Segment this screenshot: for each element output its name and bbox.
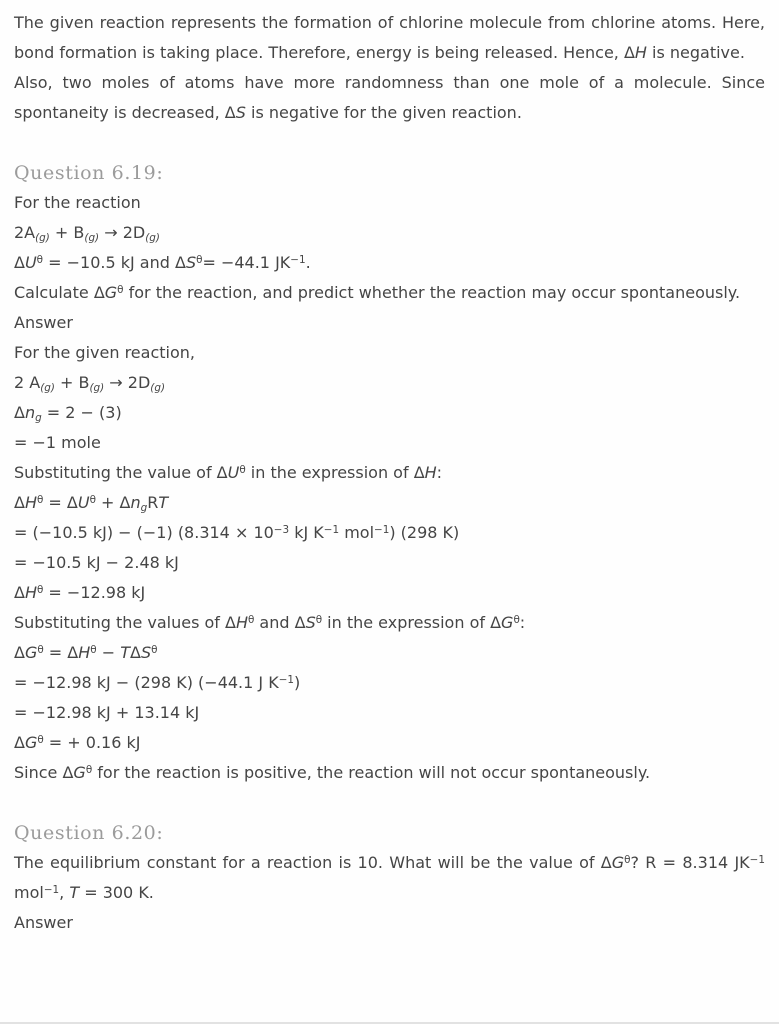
equation-dg-step2: = −12.98 kJ + 13.14 kJ xyxy=(14,703,200,722)
para-618-enthalpy-explanation: The given reaction represents the formation of chlorine molecule from chlorine atoms. Here, bond formation is taking place. Therefore, energy is being released. Hence, ΔH is negative. xyxy=(14,13,765,62)
line-for-given-reaction: For the given reaction, xyxy=(14,343,195,362)
para-calculate-prompt: Calculate $\Delta G^\theta$ for the reaction, and predict whether the reaction may occur spontaneously. xyxy=(14,283,741,302)
equation-minus-one-mole: = −1 mole xyxy=(14,433,101,452)
equation-dh-step2: = −10.5 kJ − 2.48 kJ xyxy=(14,553,179,572)
equation-dh-formula: $\Delta H^\theta = \Delta U^\theta + \Delta n_gRT$ xyxy=(14,493,169,515)
equation-delta-ng: $\Delta n_g = 2 - (3)$ xyxy=(14,403,122,425)
answer-label-619: Answer xyxy=(14,313,73,332)
line-substituting-du: Substituting the value of $\Delta U^\theta$ in the expression of ΔH: xyxy=(14,463,443,482)
line-for-the-reaction: For the reaction xyxy=(14,193,141,212)
equation-dg-step1: = −12.98 kJ − (298 K) (−44.1 J $K^{-1}$) xyxy=(14,673,301,692)
equation-given-values: $\Delta U^\theta = -10.5$ kJ and $\Delta S^\theta= -44.1$ $JK^{-1}$. xyxy=(14,253,311,272)
answer-label-620: Answer xyxy=(14,913,73,932)
question-6-19-heading: Question 6.19: xyxy=(14,162,164,184)
equation-reaction-answer: 2 $A_{(g)} + B_{(g)} \to 2D_{(g)}$ xyxy=(14,373,166,395)
document-content xyxy=(14,8,765,938)
line-substituting-dh-ds: Substituting the values of $\Delta H^\theta$ and $\Delta S^\theta$ in the expression of $\Delta G^\theta$: xyxy=(14,613,526,632)
equation-dh-step1: = (−10.5 kJ) − (−1) ($8.314 \times 10^{-3}$ kJ $K^{-1}$ mol$^{-1}$) (298 K) xyxy=(14,523,460,542)
equation-dg-formula: $\Delta G^\theta = \Delta H^\theta - T\Delta S^\theta$ xyxy=(14,643,158,662)
para-618-entropy-explanation: Also, two moles of atoms have more randomness than one mole of a molecule. Since spontaneity is decreased, ΔS is negative for the given reaction. xyxy=(14,73,765,122)
equation-reaction-given: $2A_{(g)} + B_{(g)} \to 2D_{(g)}$ xyxy=(14,223,160,245)
para-question-620: The equilibrium constant for a reaction is 10. What will be the value of $\Delta G^\theta$? R = 8.314 $JK^{-1}$ mol$^{-1}$, T = 300 K. xyxy=(14,853,765,902)
equation-dh-result: $\Delta H^\theta = -12.98$ kJ xyxy=(14,583,146,602)
line-conclusion-619: Since $\Delta G^\theta$ for the reaction is positive, the reaction will not occur spontaneously. xyxy=(14,763,651,782)
equation-dg-result: $\Delta G^\theta$ = + 0.16 kJ xyxy=(14,733,141,752)
question-6-20-heading: Question 6.20: xyxy=(14,822,164,844)
